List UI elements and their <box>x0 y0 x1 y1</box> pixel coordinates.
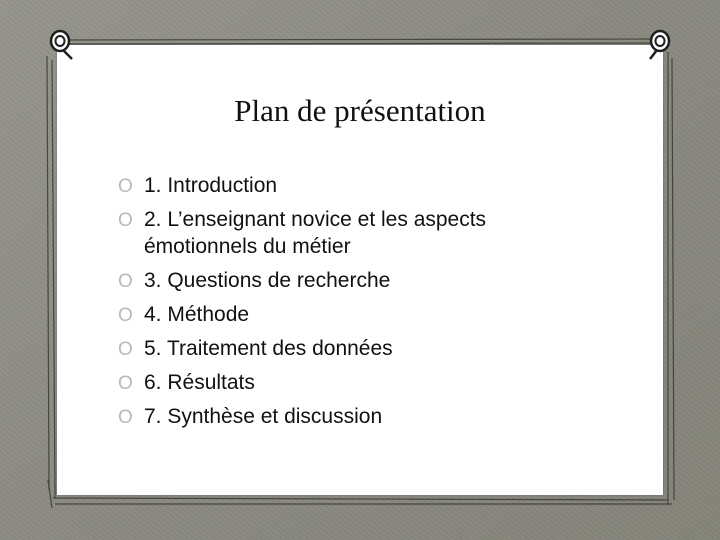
agenda-list <box>118 172 574 437</box>
agenda-item-text: 3. Questions de recherche <box>144 269 391 292</box>
agenda-item <box>118 335 574 362</box>
agenda-item <box>118 172 574 199</box>
bullet-o: O <box>118 407 133 428</box>
agenda-item <box>118 267 574 294</box>
bullet-o: O <box>118 176 133 197</box>
agenda-item <box>118 301 574 328</box>
agenda-item-text: 5. Traitement des données <box>144 337 393 360</box>
bullet-o: O <box>118 305 133 326</box>
agenda-item-text: 7. Synthèse et discussion <box>144 405 383 428</box>
bullet-o: O <box>118 373 133 394</box>
agenda-item <box>118 206 574 260</box>
agenda-item-text: 4. Méthode <box>144 303 250 326</box>
bullet-o: O <box>118 271 133 292</box>
bullet-o: O <box>118 339 133 360</box>
pushpin-icon <box>644 28 674 62</box>
agenda-item-text: 6. Résultats <box>144 371 255 394</box>
slide-title: Plan de présentation <box>234 93 486 128</box>
agenda-item <box>118 403 574 430</box>
agenda-item-text: 2. L’enseignant novice et les aspects émotionnels du métier <box>144 208 487 258</box>
pushpin-icon <box>46 28 76 62</box>
agenda-item-text: 1. Introduction <box>144 174 278 197</box>
bullet-o: O <box>118 210 133 231</box>
agenda-item <box>118 369 574 396</box>
